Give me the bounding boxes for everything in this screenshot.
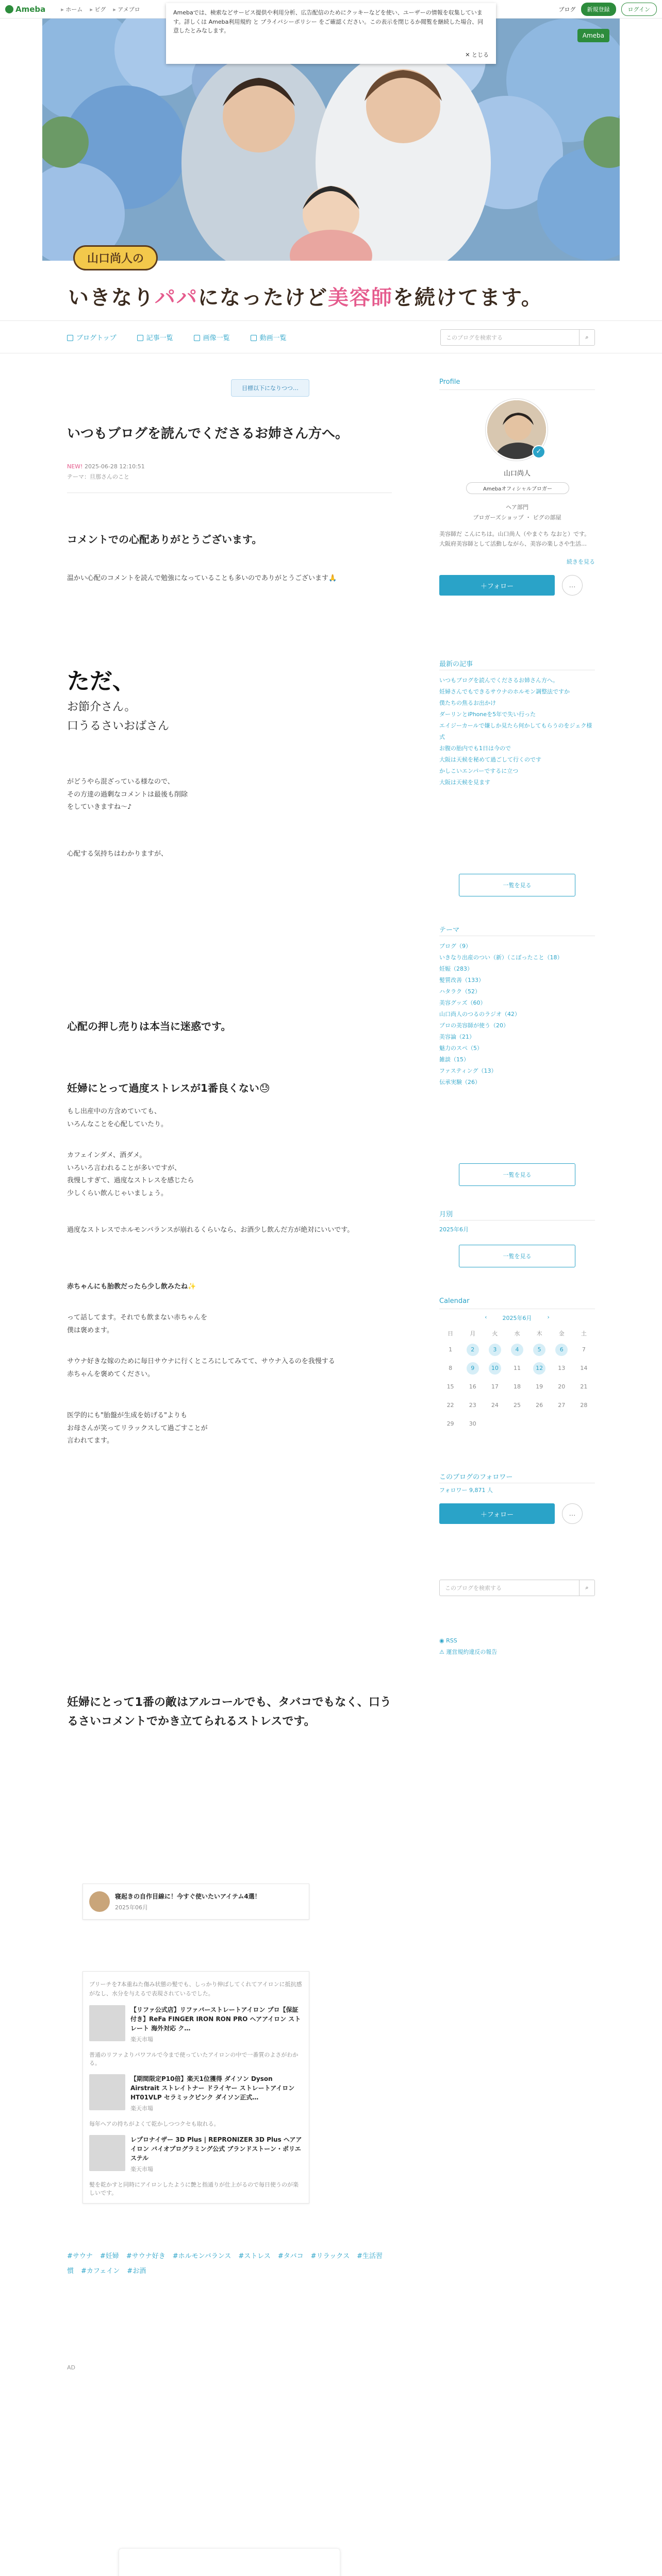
ameba-badge: Ameba [577,29,609,42]
profile-category[interactable]: ヘア部門 [506,504,528,511]
recent-item[interactable]: お腹の胎内でも1日は今ので [439,745,511,752]
theme-item[interactable]: 雑談（15） [439,1056,469,1063]
calendar-day: 22 [446,1402,454,1409]
more-options-icon[interactable]: … [562,575,583,596]
calendar-weekday: 木 [536,1330,542,1337]
more-options-icon[interactable]: … [562,1503,583,1524]
hashtag[interactable]: #ストレス [238,2252,271,2260]
recent-item[interactable]: かしこいエンパーでするに立つ [439,768,519,774]
entry-heading-3: 妊婦にとって過度ストレスが1番良くない😓 [67,1082,270,1094]
calendar-day: 19 [536,1383,543,1390]
theme-item[interactable]: 山口尚人のつるのラジオ（42） [439,1011,520,1018]
hashtag[interactable]: #妊婦 [100,2252,119,2260]
calendar-weekday: 日 [448,1330,454,1337]
search-icon[interactable]: ⌕ [579,330,594,345]
ad-label: AD [67,2364,75,2371]
nav-video-list[interactable]: 動画一覧 [251,332,287,342]
calendar-grid [439,1329,595,1430]
calendar-day: 16 [469,1383,476,1390]
calendar-day: 18 [513,1383,521,1390]
ad-item[interactable] [89,2074,303,2112]
product-quote: 普通のリファよりパワフルで今まで使っていたアイロンの中で一番質のよさがわかる。 [89,2052,299,2067]
recent-heading: 最新の記事 [439,660,473,668]
calendar-day: 15 [446,1383,454,1390]
theme-item[interactable]: プロの美容師が使う（20） [439,1022,509,1029]
follower-heading: このブログのフォロワー [439,1473,513,1481]
calendar-day: 13 [558,1365,566,1371]
divider [439,389,595,390]
product-shop: 楽天市場 [130,2036,153,2043]
header-actions [559,3,657,16]
title-part-d: 美容師 [328,286,393,310]
theme-item[interactable]: 伝承実験（26） [439,1079,481,1086]
product-shop: 楽天市場 [130,2105,153,2112]
ad-avatar [89,1891,110,1912]
calendar-day-link[interactable]: 9 [467,1362,479,1375]
product-quote: 毎年ヘアの持ちがよくて乾かしつつクセも取れる。 [89,2121,220,2128]
theme-item[interactable]: 髪質改善（133） [439,977,484,984]
verified-icon: ✓ [532,445,545,459]
theme-item[interactable]: 美容グッズ（60） [439,999,486,1006]
theme-heading: テーマ [439,926,460,934]
global-nav [61,5,140,13]
calendar-day-link[interactable]: 5 [533,1344,545,1356]
calendar-day: 30 [469,1420,476,1427]
ameba-logo[interactable]: Ameba [5,5,45,14]
entry-big-text: ただ、 [67,668,135,694]
product-title: 【期間限定P10倍】楽天1位獲得 ダイソン Dyson Airstrait ストレイトナー ドライヤー ストレートアイロン HT01VLP セラミックピンク ダイソン正式… [130,2075,295,2102]
calendar-day: 27 [558,1402,566,1409]
nav-blog-top[interactable]: ブログトップ [67,332,117,342]
entry-paragraph-3: 心配する気持ちはわかりますが、 [67,850,168,858]
recent-item[interactable]: ダーリンとiPhoneを5年で失い行った [439,711,536,718]
blog-search-input[interactable]: このブログを検索する ⌕ [440,329,595,346]
calendar-day: 20 [558,1383,566,1390]
theme-item[interactable]: ブログ（9） [439,943,471,950]
calendar-header [439,1314,595,1322]
hashtag[interactable]: #サウナ [67,2252,93,2260]
title-part-c: になったけど [198,286,328,310]
theme-item[interactable]: 妊娠（283） [439,965,473,972]
product-title: レプロナイザー 3D Plus | REPRONIZER 3D Plus ヘアアイロン バイオプログラミング公式 ブランドストーン・ポリエステル [130,2136,302,2162]
login-button[interactable]: ログイン [621,3,657,16]
calendar-weekday: 水 [514,1330,520,1337]
calendar-day: 17 [491,1383,499,1390]
profile-links[interactable]: ブロガーズショップ ・ ピグの部屋 [473,514,561,521]
app-blog-link[interactable]: ブログ [558,6,576,13]
cookie-close-button[interactable]: ✕ とじる [465,52,489,59]
recent-more-button[interactable]: 一覧を見る [459,874,575,896]
official-badge[interactable]: Amebaオフィシャルブロガー [466,482,569,494]
product-thumbnail [89,2005,125,2041]
hashtag[interactable]: #サウナ好き [126,2252,166,2260]
ad-intro: ブリーチを7本重ねた傷み状態の髪でも、しっかり伸ばしてくれてアイロンに抵抗感がなし、水分を与えるで表現されているでした。 [89,1981,302,1997]
calendar-day: 26 [536,1402,543,1409]
blog-nav [0,320,662,353]
calendar-day-link[interactable]: 12 [533,1362,545,1375]
calendar-weekday: 金 [558,1330,565,1337]
entry-paragraph-4: もし出産中の方含めていても、 いろんなことを心配していたり。 [67,1108,168,1128]
title-part-a: いきなり [68,286,155,310]
entry-mid-text: お節介さん。 口うるさいおばさん [67,701,170,733]
image-icon [194,335,200,341]
header-title-pill: 山口尚人の [73,245,158,270]
global-nav-home[interactable]: ▸ ホーム [61,5,82,13]
title-part-e: を続けてます。 [393,286,543,310]
global-nav-ameblo[interactable]: ▸ アメブロ [113,5,140,13]
entry-paragraph-1: 温かい心配のコメントを読んで勉強になっていることも多いのでありがとうございます🙏 [67,574,337,582]
theme-item[interactable]: 美容論（21） [439,1033,475,1040]
title-part-b: パパ [155,286,198,310]
video-ad-frame[interactable] [119,2548,340,2576]
calendar-day: 14 [580,1365,588,1371]
entry-paragraph-8: サウナ好きな嫁のために毎日サウナに行くところにしてみてて、サウナ入るのを我慢する 赤ちゃんを褒めてください。 [67,1358,335,1378]
calendar-prev-icon[interactable]: ‹ [485,1314,487,1320]
calendar-month: 2025年6月 [502,1315,532,1321]
hashtag[interactable]: #カフェイン [81,2267,120,2275]
hashtag[interactable]: #お酒 [127,2267,146,2275]
cookie-text: Amebaでは、検索などサービス提供や利用分析、広告配信のためにクッキーなどを使い、ユーザーの情報を収集しています。詳しくは Ameba利用規約 と プライバシーポリシー をご確認ください。この表示を閉じるか閲覧を継続した場合、同意したとみなします。 [173,9,484,35]
hashtag-list [67,2249,392,2279]
recent-item[interactable]: 妊婦さんでもできるサウナのホルモン調整法ですか [439,688,570,695]
calendar-day: 23 [469,1402,476,1409]
theme-item[interactable]: ファスティング（13） [439,1067,497,1074]
recent-item[interactable]: エイジーカールで嫌しか見たら何かしてもらうのをジェク様式 [439,722,592,740]
calendar [439,1314,595,1430]
theme-item[interactable]: 魅力のスペ（5） [439,1045,483,1052]
profile-name[interactable]: 山口尚人 [503,470,531,478]
ad-item[interactable] [89,2005,303,2043]
ad-product-list [82,1971,309,2204]
theme-more-button[interactable]: 一覧を見る [459,1163,575,1186]
calendar-day-link[interactable]: 2 [467,1344,479,1356]
read-more-link[interactable]: 続きを見る [567,558,595,565]
ad-item[interactable] [89,2135,303,2173]
recent-item[interactable]: いつもブログを読んでくださるお姉さん方へ。 [439,677,558,684]
monthly-list [439,1224,595,1235]
ameba-logo-icon [5,5,13,13]
calendar-weekday: 火 [492,1330,498,1337]
monthly-more-button[interactable]: 一覧を見る [459,1245,575,1267]
calendar-day-link[interactable]: 6 [555,1344,568,1356]
hashtag[interactable]: #生活習慣 [67,2252,383,2275]
product-shop: 楽天市場 [130,2166,153,2173]
recent-item[interactable]: 大阪は天候を見ます [439,779,490,786]
recent-item[interactable]: 大阪は天候を秘めて過ごして行くのです [439,756,541,763]
theme-list [439,941,595,1088]
entry-paragraph-6: 過度なストレスでホルモンバランスが崩れるくらいなら、お酒少し飲んだ方が絶対にいいです。 [67,1226,354,1234]
profile-heading: Profile [439,378,460,386]
sidebar-follow-button-2[interactable]: ＋ フォロー [439,1503,555,1524]
divider [439,1220,595,1221]
calendar-day: 8 [449,1365,453,1371]
product-title: 【リファ公式店】リファバーストレートアイロン プロ【保証付き】ReFa FINGER IRON RON PRO ヘアアイロン ストレート 海外対応 ク… [130,2006,301,2032]
ad-top-card[interactable] [82,1884,309,1920]
entry-heading-2: 心配の押し売りは本当に迷惑です。 [67,1020,231,1032]
ad-top-title: 寝起きの自作目線に！今すぐ使いたいアイテム4選！ [115,1893,261,1900]
calendar-day: 11 [513,1365,521,1371]
report-violation-link[interactable]: ⚠ 運営規約違反の報告 [439,1649,498,1655]
calendar-day: 21 [580,1383,588,1390]
new-badge: NEW! [67,463,83,470]
entry-paragraph-5: カフェインダメ、酒ダメ。 いろいろ言われることが多いですが、 我慢しすぎて、過度なストレスを感じたら 少しくらい飲んじゃいましょう。 [67,1151,194,1198]
calendar-day: 24 [491,1402,499,1409]
nav-entry-list[interactable]: 記事一覧 [137,332,173,342]
calendar-heading: Calendar [439,1297,470,1305]
hashtag[interactable]: #リラックス [310,2252,350,2260]
entry-heading-5: 妊婦にとって1番の敵はアルコールでも、タバコでもなく、口うるさいコメントでかき立てられるストレスです。 [67,1696,391,1728]
recent-item[interactable]: 僕たちの焦るお出かけ [439,700,496,706]
ad-top-meta: 2025年06月 [115,1904,148,1911]
calendar-day: 7 [582,1346,586,1353]
nav-image-list[interactable]: 画像一覧 [194,332,230,342]
monthly-item[interactable]: 2025年6月 [439,1226,469,1233]
global-nav-pigg[interactable]: ▸ ピグ [90,5,106,13]
calendar-weekday: 月 [470,1330,476,1337]
entry-heading-4: 赤ちゃんにも胎教だったら少し飲みたね✨ [67,1283,196,1291]
list-icon [137,335,143,341]
sidebar-follow-button[interactable]: ＋ フォロー [439,575,555,596]
entry-title[interactable]: いつもブログを読んでくださるお姉さん方へ。 [67,426,349,442]
register-button[interactable]: 新規登録 [581,3,616,16]
follower-count-link[interactable]: フォロワー 9,871 人 [439,1487,493,1494]
calendar-day: 29 [446,1420,454,1427]
calendar-day-link[interactable]: 3 [489,1344,501,1356]
calendar-day-link[interactable]: 4 [511,1344,523,1356]
entry-meta [67,462,145,482]
reading-status-button[interactable]: 目標以下になりつつ… [231,379,309,397]
monthly-heading: 月別 [439,1211,453,1218]
entry-theme-link[interactable]: テーマ：旦那さんのこと [67,473,129,480]
recent-list [439,675,595,788]
video-icon [251,335,257,341]
search-icon[interactable]: ⌕ [579,1580,594,1596]
entry-paragraph-7: って話してます。それでも飲まない赤ちゃんを 僕は褒めます。 [67,1314,207,1334]
entry-paragraph-9: 医学的にも"胎盤が生成を妨げる"よりも お母さんが笑ってリラックスして過ごすことが 言われてます。 [67,1412,208,1445]
theme-item[interactable]: ハタラク（52） [439,988,481,995]
calendar-day-link[interactable]: 10 [489,1362,501,1375]
sidebar-search-input[interactable]: このブログを検索する ⌕ [439,1580,595,1596]
header-title[interactable] [68,281,543,311]
entry-date: 2025-06-28 12:10:51 [84,463,145,470]
home-icon [67,335,73,341]
calendar-day: 25 [513,1402,521,1409]
rss-link[interactable]: ◉ RSS [439,1637,457,1644]
calendar-day: 28 [580,1402,588,1409]
hashtag[interactable]: #タバコ [277,2252,304,2260]
theme-item[interactable]: いきなり出産のつい（新）（こぼったこと（18） [439,954,563,961]
product-quote: 髪を乾かすと同時にアイロンしたように艶と指通りが仕上がるので毎日使うのが楽しいです。 [89,2181,299,2197]
entry-paragraph-2: がどうやら混ざっている様なので、 その方達の過剰なコメントは最後も削除 をしていきますね〜♪ [67,778,188,811]
calendar-next-icon[interactable]: › [547,1314,550,1320]
profile-bio: 美容師だ こんにちは。山口尚人（やまぐち なおと）です。大阪府美容師として活動しながら、美容の楽しさや生活… [439,531,590,547]
calendar-weekday: 土 [581,1330,587,1337]
hashtag[interactable]: #ホルモンバランス [172,2252,231,2260]
entry-heading-1: コメントでの心配ありがとうございます。 [67,533,262,546]
product-thumbnail [89,2135,125,2171]
calendar-day: 1 [449,1346,453,1353]
cookie-banner [166,3,496,64]
product-thumbnail [89,2074,125,2110]
